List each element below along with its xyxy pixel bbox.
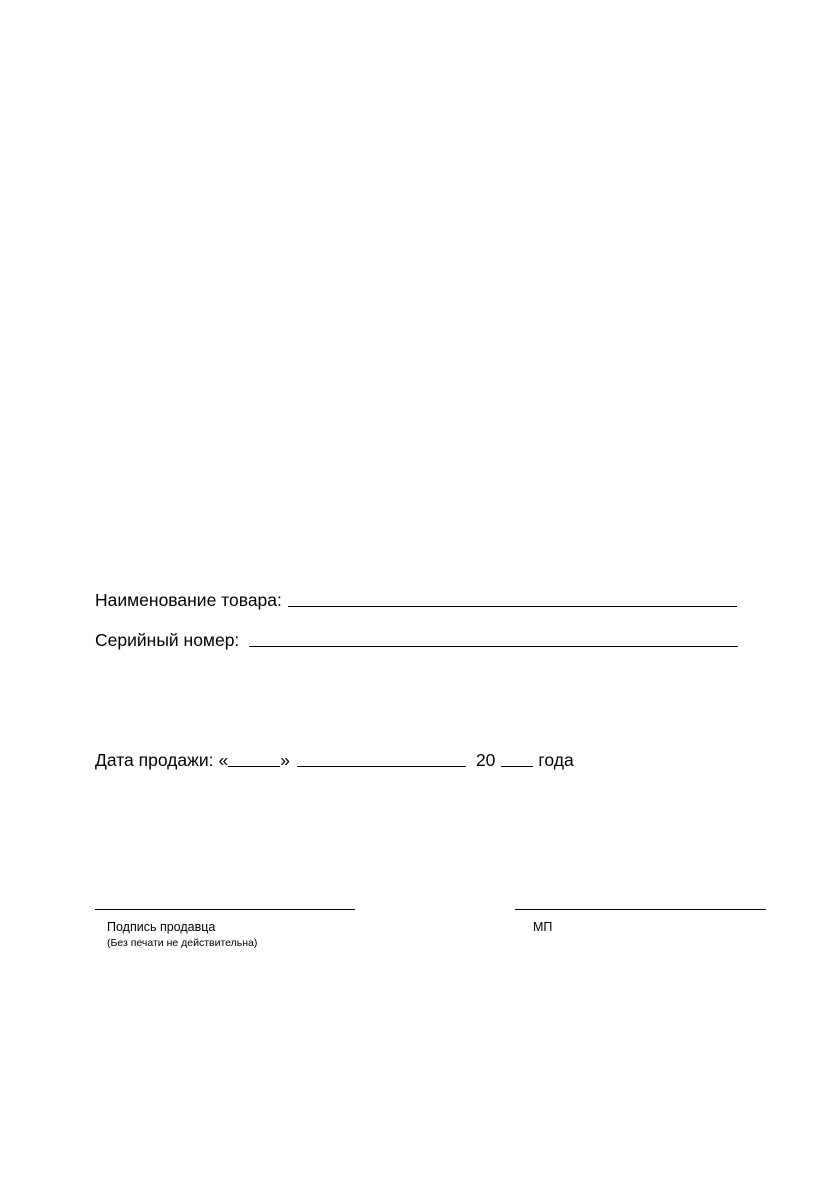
serial-number-blank[interactable] [249,646,738,647]
product-name-row [95,592,737,610]
sale-day-blank[interactable] [228,766,280,767]
product-name-blank[interactable] [288,606,737,607]
serial-number-label: Серийный номер: [95,630,240,650]
sale-date-label: Дата продажи: [95,750,214,770]
seller-signature-note: (Без печати не действительна) [107,937,258,949]
stamp-label: МП [533,920,553,934]
sale-month-blank[interactable] [297,766,466,767]
sale-date-close-quote: » [280,750,290,770]
sale-year-prefix: 20 [475,750,496,770]
serial-number-row [95,632,738,650]
stamp-line[interactable] [515,909,766,910]
sale-date-row [95,752,574,770]
sale-year-suffix: года [538,750,574,770]
sale-year-blank[interactable] [501,766,533,767]
seller-signature-label: Подпись продавца [107,920,216,934]
sale-date-open-quote: « [218,750,229,770]
product-name-label: Наименование товара: [95,590,282,610]
seller-signature-line[interactable] [95,909,355,910]
